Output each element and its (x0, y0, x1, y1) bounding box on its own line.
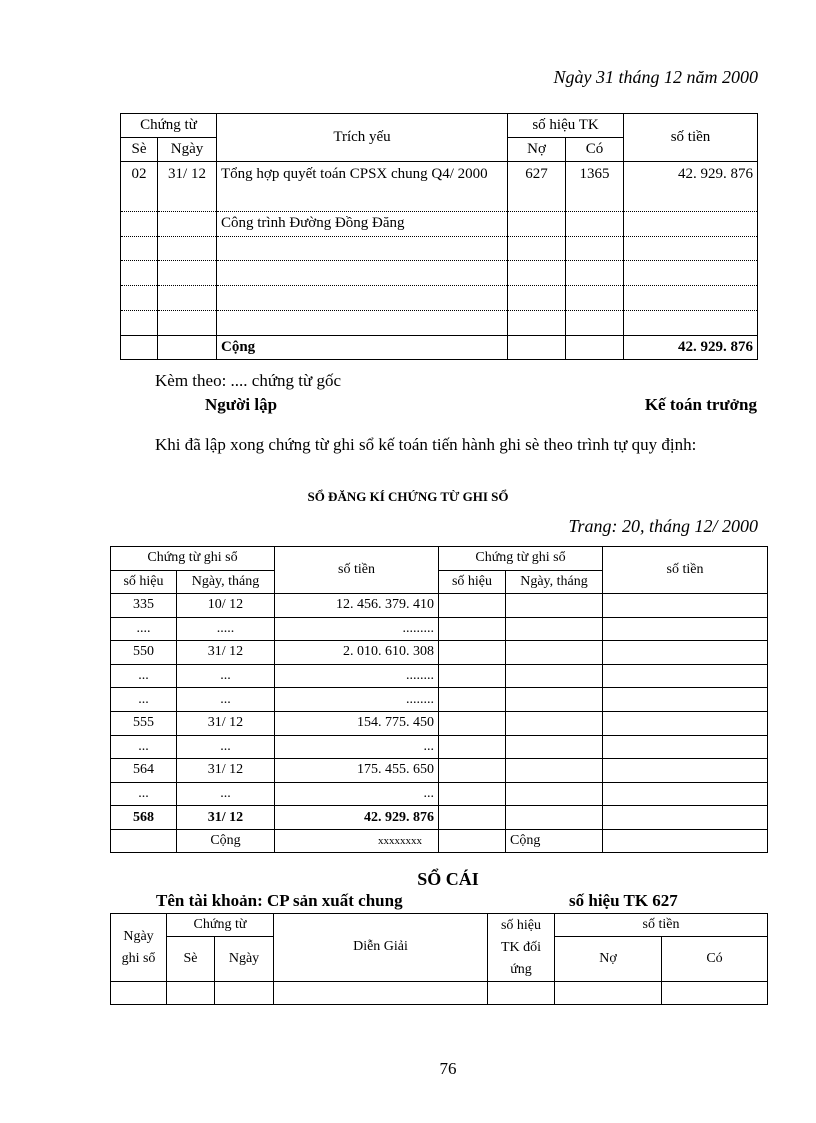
table-row (111, 594, 768, 618)
header-ngay: Ngày (158, 138, 217, 162)
table-row (111, 711, 768, 735)
header-chung-tu: Chứng từ (167, 914, 274, 937)
header-se: Sè (167, 937, 215, 982)
header-co: Có (662, 937, 768, 982)
cell-so-hieu: .... (111, 617, 177, 641)
empty-cell (506, 782, 603, 806)
cell-ngay: 31/ 12 (158, 162, 217, 212)
cell-so-hieu: ... (111, 688, 177, 712)
cell-so-hieu: ... (111, 664, 177, 688)
empty-cell (603, 664, 768, 688)
attachments-line: Kèm theo: .... chứng từ gốc (155, 371, 342, 390)
cell-project: Công trình Đường Đồng Đăng (217, 212, 508, 237)
empty-cell (439, 806, 506, 830)
empty-cell (603, 711, 768, 735)
cell-so-tien: ........ (275, 664, 439, 688)
empty-cell (439, 617, 506, 641)
cell-ngay: 10/ 12 (177, 594, 275, 618)
cell-se: 02 (121, 162, 158, 212)
cell-ngay: ... (177, 688, 275, 712)
header-so-hieu-right: số hiệu (439, 571, 506, 594)
header-ngay: Ngày (215, 937, 274, 982)
empty-cell (506, 617, 603, 641)
empty-cell (506, 688, 603, 712)
empty-cell (439, 664, 506, 688)
cell-ngay: ... (177, 782, 275, 806)
cell-so-hieu: 568 (111, 806, 177, 830)
empty-cell (603, 617, 768, 641)
header-group-right: Chứng từ ghi sổ (439, 547, 603, 571)
cell-so-hieu: 564 (111, 759, 177, 783)
cell-trich-yeu: Tổng hợp quyết toán CPSX chung Q4/ 2000 (217, 162, 508, 212)
ledger-table (110, 913, 768, 1005)
page-number: 76 (439, 1059, 457, 1078)
header-group-left: Chứng từ ghi sổ (111, 547, 275, 571)
table-row (111, 688, 768, 712)
header-so-tien-left: số tiền (275, 547, 439, 594)
table-row (111, 641, 768, 665)
empty-cell (439, 711, 506, 735)
cell-ngay: ... (177, 735, 275, 759)
empty-cell (506, 711, 603, 735)
cell-so-tien: 154. 775. 450 (275, 711, 439, 735)
empty-cell (603, 735, 768, 759)
table-row (111, 982, 768, 1005)
header-dien-giai: Diễn Giải (274, 914, 488, 982)
cell-ngay: 31/ 12 (177, 711, 275, 735)
paragraph: Khi đã lập xong chứng từ ghi sổ kế toán tiến hành ghi sè theo trình tự quy định: (155, 435, 697, 454)
empty-cell (506, 664, 603, 688)
header-so-hieu-tk: số hiệu TK (508, 114, 624, 138)
header-ngay-ghi-so: Ngày ghi sổ (111, 914, 167, 982)
empty-cell (506, 594, 603, 618)
cell-so-hieu: 335 (111, 594, 177, 618)
total-label: Cộng (217, 336, 508, 360)
date-line: Ngày 31 tháng 12 năm 2000 (553, 67, 758, 87)
header-trich-yeu: Trích yếu (217, 114, 508, 162)
cell-so-tien: ... (275, 782, 439, 806)
voucher-table (120, 113, 758, 360)
table-row (111, 617, 768, 641)
empty-cell (603, 759, 768, 783)
cell-ngay: 31/ 12 (177, 641, 275, 665)
header-tk-doi-ung: số hiệu TK đối ứng (488, 914, 555, 982)
header-so-tien: số tiền (624, 114, 758, 162)
total-label-right: Cộng (506, 829, 603, 852)
register-page-line: Trang: 20, tháng 12/ 2000 (568, 516, 758, 536)
cell-so-tien: ........ (275, 688, 439, 712)
header-no: Nợ (555, 937, 662, 982)
empty-cell (506, 735, 603, 759)
cell-ngay: ... (177, 664, 275, 688)
ledger-account-name: Tên tài khoản: CP sản xuất chung (156, 891, 403, 910)
cell-so-tien: 42. 929. 876 (624, 162, 758, 212)
table-row (111, 735, 768, 759)
cell-so-tien: ......... (275, 617, 439, 641)
register-title: SỔ ĐĂNG KÍ CHỨNG TỪ GHI SỔ (307, 489, 509, 504)
header-co: Có (566, 138, 624, 162)
cell-so-tien: 2. 010. 610. 308 (275, 641, 439, 665)
cell-so-hieu: 550 (111, 641, 177, 665)
total-value: 42. 929. 876 (624, 336, 758, 360)
empty-cell (439, 782, 506, 806)
empty-cell (506, 806, 603, 830)
empty-cell (439, 594, 506, 618)
signer-preparer: Người lập (205, 395, 278, 414)
header-chung-tu: Chứng từ (121, 114, 217, 138)
table-row (111, 759, 768, 783)
ledger-title: SỔ CÁI (417, 869, 479, 889)
empty-cell (603, 688, 768, 712)
empty-cell (439, 759, 506, 783)
table-row (111, 782, 768, 806)
header-ngay-thang-left: Ngày, tháng (177, 571, 275, 594)
cell-so-tien: 12. 456. 379. 410 (275, 594, 439, 618)
empty-cell (506, 641, 603, 665)
empty-cell (506, 759, 603, 783)
empty-cell (603, 782, 768, 806)
cell-so-tien: 42. 929. 876 (275, 806, 439, 830)
cell-so-tien: ... (275, 735, 439, 759)
cell-ngay: ..... (177, 617, 275, 641)
header-no: Nợ (508, 138, 566, 162)
header-so-tien: số tiền (555, 914, 768, 937)
table-row (111, 806, 768, 830)
cell-so-hieu: ... (111, 735, 177, 759)
cell-so-hieu: ... (111, 782, 177, 806)
cell-so-tien: 175. 455. 650 (275, 759, 439, 783)
empty-cell (603, 641, 768, 665)
header-so-hieu-left: số hiệu (111, 571, 177, 594)
ledger-account-no: số hiệu TK 627 (569, 891, 678, 910)
cell-so-hieu: 555 (111, 711, 177, 735)
empty-cell (603, 594, 768, 618)
signer-chief-accountant: Kế toán trưởng (644, 395, 757, 414)
table-row (111, 664, 768, 688)
empty-cell (439, 688, 506, 712)
cell-ngay: 31/ 12 (177, 806, 275, 830)
total-value: xxxxxxxx (275, 829, 439, 852)
header-so-tien-right: số tiền (603, 547, 768, 594)
cell-co: 1365 (566, 162, 624, 212)
header-ngay-thang-right: Ngày, tháng (506, 571, 603, 594)
register-table (110, 546, 768, 853)
empty-cell (603, 806, 768, 830)
empty-cell (439, 641, 506, 665)
cell-no: 627 (508, 162, 566, 212)
header-se: Sè (121, 138, 158, 162)
cell-ngay: 31/ 12 (177, 759, 275, 783)
total-label: Cộng (177, 829, 275, 852)
empty-cell (439, 735, 506, 759)
table-row (121, 162, 758, 212)
